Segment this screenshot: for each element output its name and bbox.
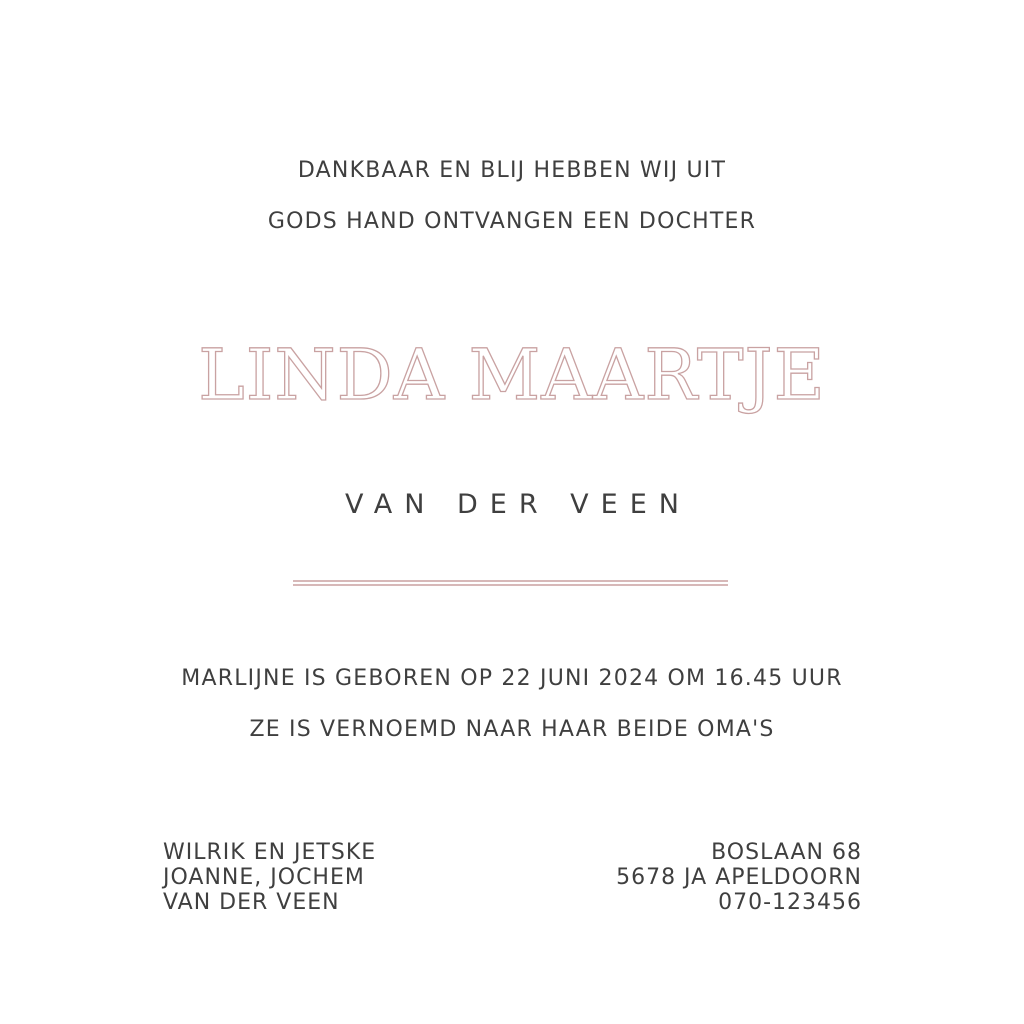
address-street: BOSLAAN 68 [711,840,862,865]
address-phone: 070-123456 [718,890,862,915]
divider-line-top [293,580,728,582]
divider-line-bottom [293,584,728,586]
birth-details-line: MARLIJNE IS GEBOREN OP 22 JUNI 2024 OM 16.45 UUR [181,666,843,691]
address-city: 5678 JA APELDOORN [616,865,862,890]
family-names-block [163,840,376,915]
family-siblings: JOANNE, JOCHEM [163,865,365,890]
intro-line-1: DANKBAAR EN BLIJ HEBBEN WIJ UIT [297,158,727,183]
address-block [616,840,862,915]
naming-note-line: ZE IS VERNOEMD NAAR HAAR BEIDE OMA'S [249,717,775,742]
family-surname: VAN DER VEEN [163,890,340,915]
baby-surname: VAN DER VEEN [345,489,691,520]
family-parents: WILRIK EN JETSKE [163,840,377,865]
baby-given-names: LINDA MAARTJE [198,334,826,416]
intro-line-2: GODS HAND ONTVANGEN EEN DOCHTER [267,209,757,234]
double-rule-divider [293,580,728,587]
